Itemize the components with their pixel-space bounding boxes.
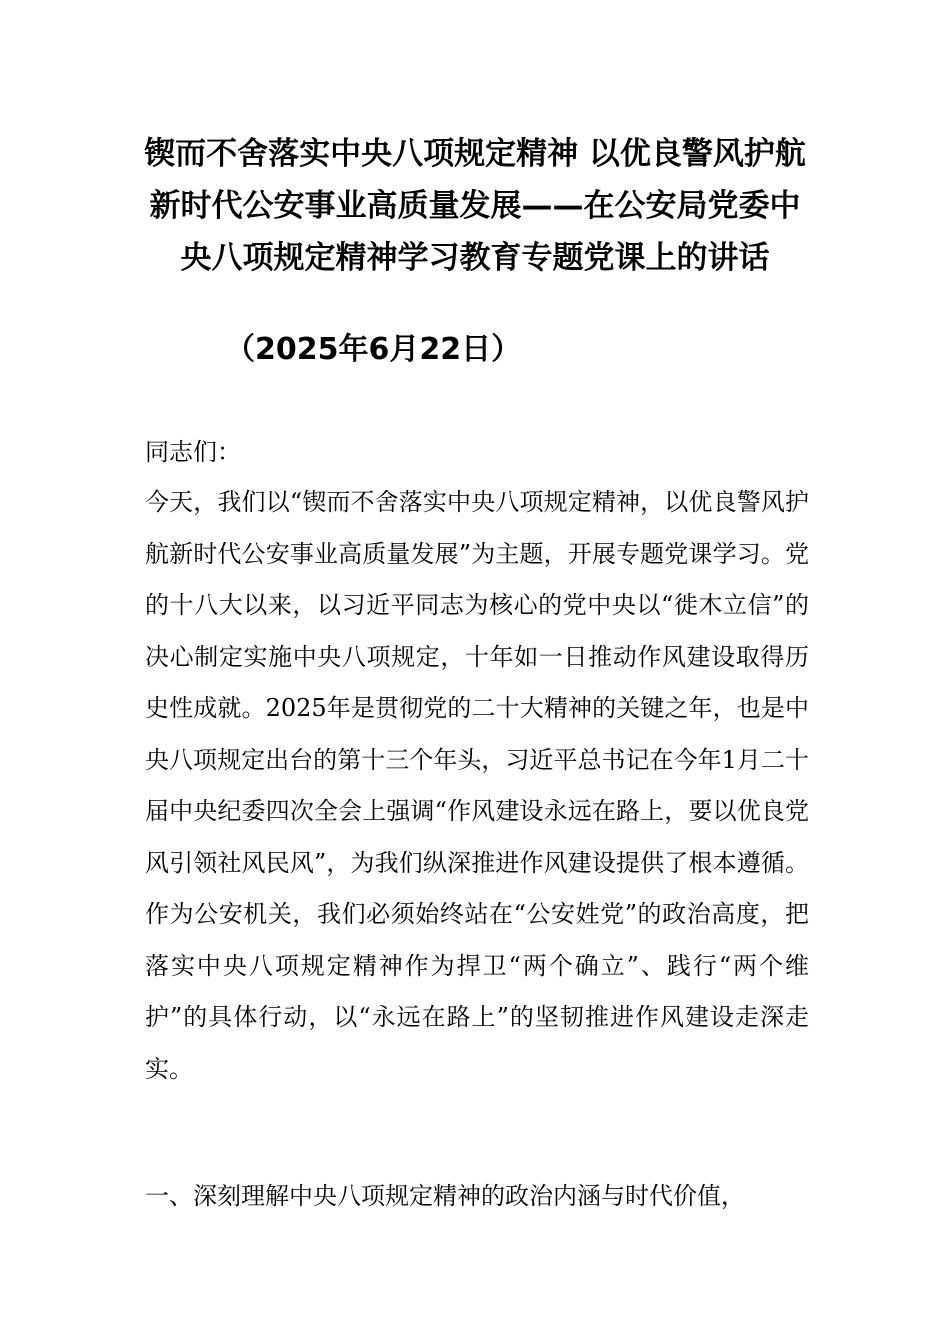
salutation: 同志们： <box>145 438 241 466</box>
section-heading-1: 一、深刻理解中央八项规定精神的政治内涵与时代价值， <box>145 1182 745 1210</box>
speech-date: （2025年6月22日） <box>225 332 522 367</box>
document-title: 锲而不舍落实中央八项规定精神 以优良警风护航新时代公安事业高质量发展——在公安局党委中央八项规定精神学习教育专题党课上的讲话 <box>144 136 806 276</box>
intro-paragraph: 今天，我们以“锲而不舍落实中央八项规定精神，以优良警风护航新时代公安事业高质量发展”为主题，开展专题党课学习。党的十八大以来，以习近平同志为核心的党中央以“徙木立信”的决心制定实施中央八项规定，十年如一日推动作风建设取得历史性成就。2025年是贯彻党的二十大精神的关键之年，也是中央八项规定出台的第十三个年头，习近平总书记在今年1月二十届中央纪委四次全会上强调“作风建设永远在路上，要以优良党风引领社风民风”，为我们纵深推进作风建设提供了根本遵循。作为公安机关，我们必须始终站在“公安姓党”的政治高度，把落实中央八项规定精神作为捍卫“两个确立”、践行“两个维护”的具体行动，以“永远在路上”的坚韧推进作风建设走深走实。 <box>145 488 809 1083</box>
